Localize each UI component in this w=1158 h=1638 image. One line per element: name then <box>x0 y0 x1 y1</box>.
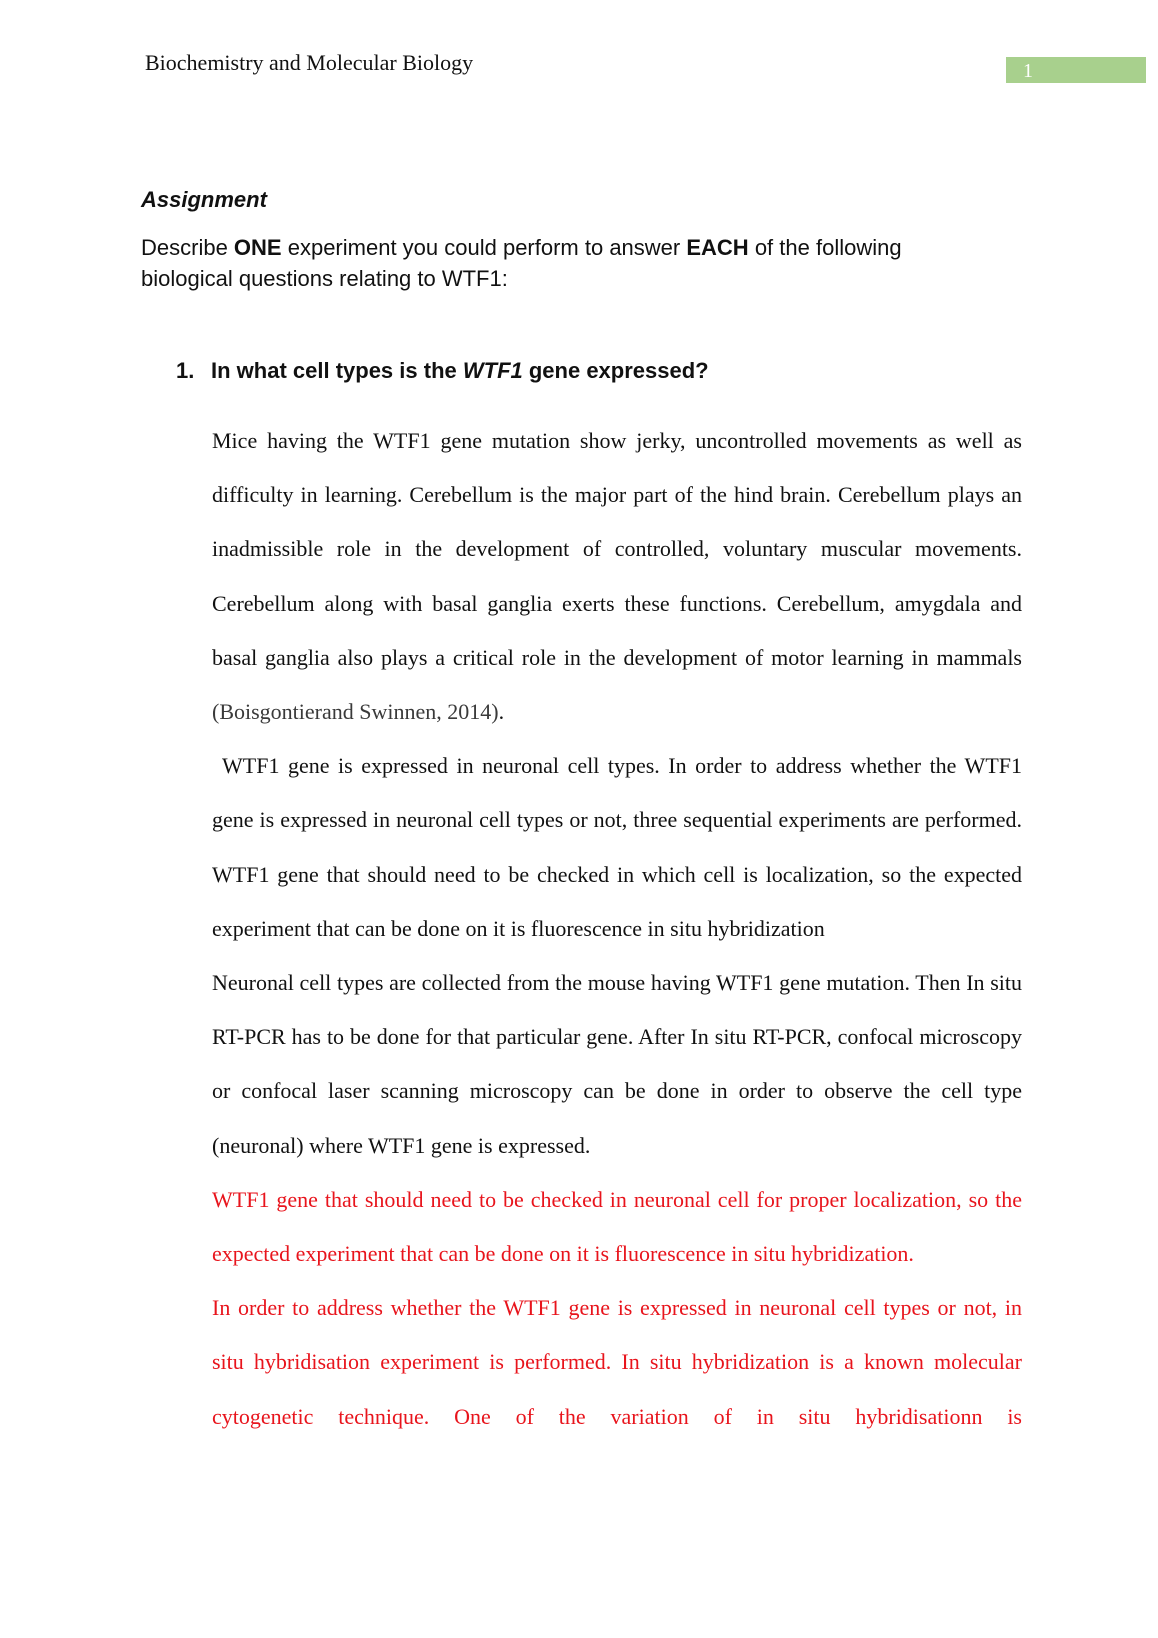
page-number: 1 <box>1023 60 1033 82</box>
paragraph-highlighted-2: In order to address whether the WTF1 gene is expressed in neuronal cell types or not, in situ hybridisation experiment is performed. In situ hybridization is a known molecular cytogenetic technique. One of the variation of in situ hybridisationn is <box>212 1295 1022 1429</box>
prompt-emphasis-each: EACH <box>686 235 749 260</box>
question-text: gene expressed? <box>522 358 709 383</box>
paragraph-background <box>212 414 1022 739</box>
running-header-title: Biochemistry and Molecular Biology <box>145 50 474 75</box>
answer-body <box>212 414 1022 1444</box>
paragraph-method: Neuronal cell types are collected from the mouse having WTF1 gene mutation. Then In situ RT-PCR has to be done for that particular gene. After In situ RT-PCR, confocal microscopy or confocal laser scanning microscopy can be done in order to observe the cell type (neuronal) where WTF1 gene is expressed. <box>212 970 1022 1158</box>
paragraph-approach: WTF1 gene is expressed in neuronal cell types. In order to address whether the WTF1 gene is expressed in neuronal cell types or not, three sequential experiments are performed. WTF1 gene that should need to be checked in which cell is localization, so the expected experiment that can be done on it is fluorescence in situ hybridization <box>212 753 1022 941</box>
page-number-badge <box>1006 57 1146 83</box>
question-gene-name: WTF1 <box>462 358 523 383</box>
paragraph-text: . <box>498 699 505 725</box>
question-text: In what cell types is the <box>211 358 463 383</box>
paragraph-text: Mice having the WTF1 gene mutation show jerky, uncontrolled movements as well as difficulty in learning. Cerebellum is the major part of the hind brain. Cerebellum plays an inadmissible role in the development of controlled, voluntary muscular movements. Cerebellum along with basal ganglia exerts these functions. Cerebellum, amygdala and basal ganglia also plays a critical role in the development of motor learning in mammals <box>212 428 1022 670</box>
prompt-emphasis-one: ONE <box>233 235 282 260</box>
question-number: 1. <box>176 358 195 383</box>
assignment-heading: Assignment <box>141 187 267 212</box>
citation: (Boisgontierand Swinnen, 2014) <box>212 699 499 725</box>
prompt-text: of the following biological questions relating to WTF1: <box>141 235 902 291</box>
prompt-text: experiment you could perform to answer <box>281 235 687 260</box>
prompt-text: Describe <box>141 235 234 260</box>
question-heading <box>176 358 709 384</box>
assignment-prompt <box>141 232 981 294</box>
paragraph-highlighted-1: WTF1 gene that should need to be checked in neuronal cell for proper localization, so the expected experiment that can be done on it is fluorescence in situ hybridization. <box>212 1186 1022 1267</box>
